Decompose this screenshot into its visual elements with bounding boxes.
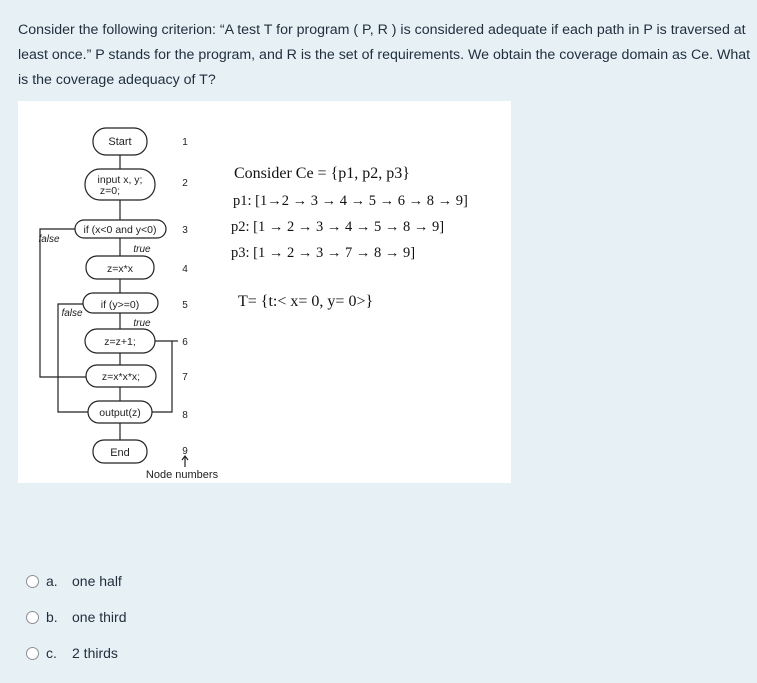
option-letter: a. — [46, 573, 58, 589]
test-set-line: T= {t:< x= 0, y= 0>} — [238, 293, 374, 310]
node-number: 6 — [182, 337, 188, 348]
coverage-domain-line: Consider Ce = {p1, p2, p3} — [234, 165, 410, 182]
node-input-label-1: input x, y; — [97, 174, 143, 186]
path-p3: p3: [1 → 2 → 3 → 7 → 8 → 9] — [231, 245, 416, 261]
node-start-label: Start — [108, 136, 132, 148]
node-number: 5 — [182, 300, 188, 311]
node-numbers-caption: Node numbers — [145, 469, 219, 481]
question-figure — [18, 101, 511, 483]
option-letter: c. — [46, 645, 57, 661]
flow-edge-false-1 — [40, 229, 86, 377]
node-assign3-label: z=x*x*x; — [101, 371, 141, 383]
option-text: one half — [72, 573, 122, 589]
answer-option-c[interactable] — [26, 642, 118, 664]
flow-edge-false-2 — [58, 304, 88, 412]
branch-false-1: false — [38, 234, 60, 245]
node-number: 9 — [182, 446, 188, 457]
question-text: Consider the following criterion: “A test T for program ( P, R ) is considered adequate if each path in P is traversed at least once.” P stands for the program, and R is the set of requirements. We obtain the coverage domain as Ce. What is the coverage adequacy of T? — [18, 22, 751, 88]
radio-icon[interactable] — [26, 647, 39, 660]
node-input-label-2: z=0; — [99, 185, 121, 197]
node-number: 7 — [182, 372, 188, 383]
node-number: 8 — [182, 410, 188, 421]
branch-true-2: true — [133, 318, 151, 329]
option-letter: b. — [46, 609, 58, 625]
node-end-label: End — [110, 447, 130, 459]
node-output-label: output(z) — [99, 407, 141, 419]
node-number: 2 — [182, 178, 188, 189]
branch-false-2: false — [61, 308, 83, 319]
path-p2: p2: [1 → 2 → 3 → 4 → 5 → 8 → 9] — [231, 219, 445, 235]
node-cond2-label: if (y>=0) — [100, 299, 140, 311]
node-assign1-label: z=x*x — [107, 263, 133, 275]
node-number: 4 — [182, 264, 188, 275]
answer-option-b[interactable] — [26, 606, 126, 628]
node-number: 1 — [182, 137, 188, 148]
control-flow-graph — [18, 101, 511, 483]
radio-icon[interactable] — [26, 575, 39, 588]
node-assign2-label: z=z+1; — [104, 336, 136, 348]
radio-icon[interactable] — [26, 611, 39, 624]
node-number: 3 — [182, 225, 188, 236]
answer-option-a[interactable] — [26, 570, 122, 592]
option-text: one third — [72, 609, 127, 625]
option-text: 2 thirds — [72, 645, 118, 661]
path-p1: p1: [1→2 → 3 → 4 → 5 → 6 → 8 → 9] — [233, 193, 468, 209]
branch-true-1: true — [133, 244, 151, 255]
node-cond1-label: if (x<0 and y<0) — [83, 224, 157, 236]
